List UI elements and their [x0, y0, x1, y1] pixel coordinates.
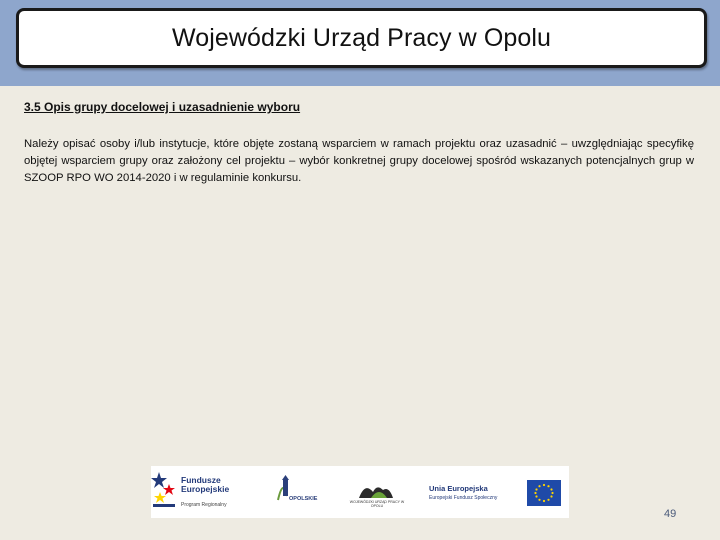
wup-logo: [347, 478, 407, 514]
fe-logo-subtitle: Program Regionalny: [181, 502, 227, 508]
eu-flag-icon: [527, 480, 561, 506]
opolskie-logo: [275, 474, 323, 514]
page-number: 49: [664, 508, 677, 520]
ue-title: Unia Europejska: [429, 484, 488, 493]
fe-logo-line2: Europejskie: [181, 484, 230, 494]
wup-label: WOJEWÓDZKI URZĄD PRACY W OPOLU: [349, 500, 405, 508]
logo-strip: [151, 466, 569, 518]
opolskie-label: OPOLSKIE: [289, 496, 318, 502]
ue-subtitle: Europejski Fundusz Społeczny: [429, 495, 498, 501]
fe-stars-icon: [151, 468, 181, 512]
fe-logo-line1: Fundusze: [181, 475, 221, 485]
title-box: [16, 8, 707, 68]
body-paragraph: Należy opisać osoby i/lub instytucje, które objęte zostaną wsparciem w ramach projektu oraz uzasadnić – uwzględniając specyfikę objętej wsparciem grupy oraz założony cel projektu – wybór konkretnej grupy docelowej spośród wskazanych potencjalnych grup w SZOOP RPO WO 2014-2020 i w regulaminie konkursu.: [24, 138, 694, 184]
slide-title: Wojewódzki Urząd Pracy w Opolu: [171, 23, 552, 52]
wup-hills-icon: [347, 478, 407, 500]
section-heading: 3.5 Opis grupy docelowej i uzasadnienie wyboru: [24, 100, 301, 114]
